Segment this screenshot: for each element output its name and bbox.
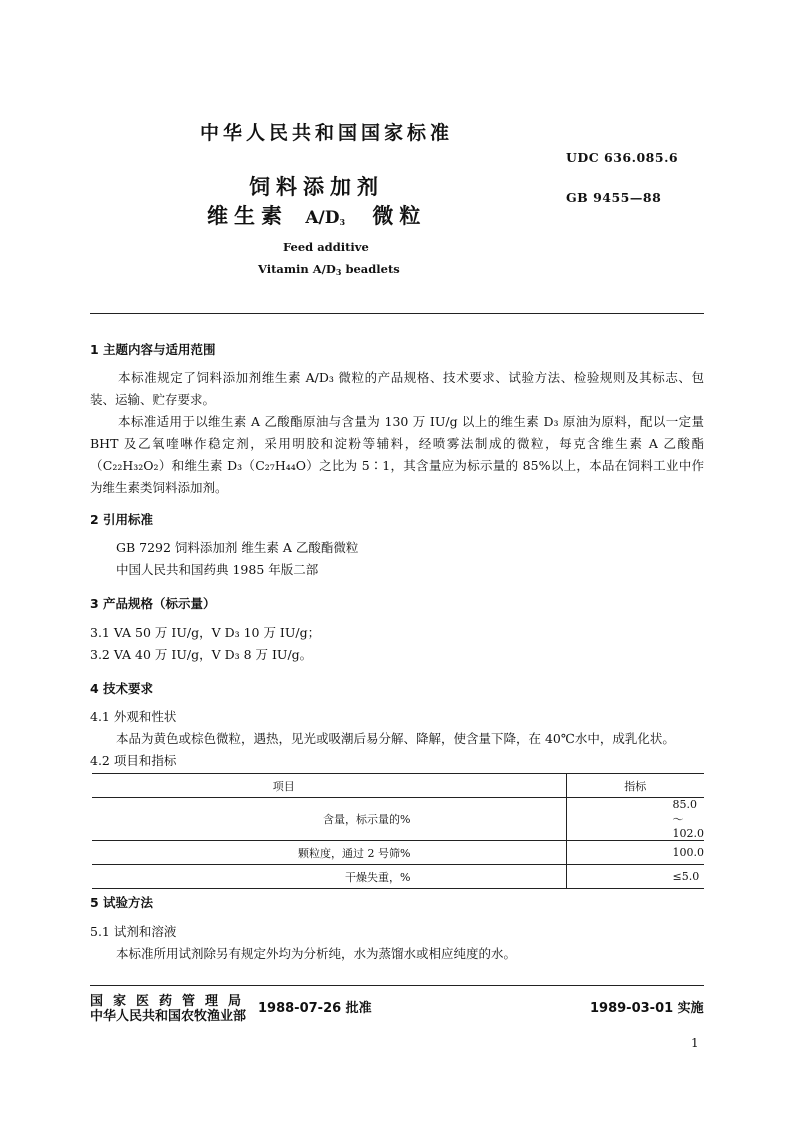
- table-row: [92, 841, 704, 865]
- header-divider: [90, 313, 704, 314]
- section1-heading: 1 主题内容与适用范围: [90, 342, 216, 357]
- spec-item-1: 3.1 VA 50 万 IU/g，V D₃ 10 万 IU/g；: [90, 625, 321, 640]
- approval-date: 1988-07-26 批准: [258, 1001, 372, 1016]
- section4-1-heading: 4.1 外观和性状: [90, 709, 177, 724]
- section5-1-heading: 5.1 试剂和溶液: [90, 924, 177, 939]
- implementation-date: 1989-03-01 实施: [590, 1001, 704, 1016]
- footer-divider: [90, 985, 704, 986]
- section3-heading: 3 产品规格（标示量）: [90, 596, 216, 611]
- table-row: [92, 798, 704, 841]
- title-ad: $A/D_3$: [305, 208, 346, 228]
- title-vitamin: 维生素: [207, 204, 288, 228]
- document-title-line2: [207, 200, 426, 230]
- section5-1-text: 本标准所用试剂除另有规定外均为分析纯，水为蒸馏水或相应纯度的水。: [116, 946, 517, 961]
- reference-1: GB 7292 饲料添加剂 维生素 A 乙酸酯微粒: [116, 540, 359, 555]
- issuing-org-2: 中华人民共和国农牧渔业部: [90, 1009, 247, 1024]
- table-cell-item: 干燥失重，%: [92, 865, 566, 889]
- spec-table: [92, 773, 704, 889]
- table-header-item: 项目: [92, 774, 566, 798]
- title-beadlets: 微粒: [372, 204, 427, 228]
- section2-heading: 2 引用标准: [90, 512, 154, 527]
- english-title-line2: Vitamin $A/D_3$ beadlets: [258, 262, 400, 277]
- document-title-line1: 饲料添加剂: [249, 175, 384, 199]
- table-header-row: [92, 774, 704, 798]
- reference-2: 中国人民共和国药典 1985 年版二部: [116, 562, 319, 577]
- table-header-indicator: 指标: [566, 774, 704, 798]
- section4-2-heading: 4.2 项目和指标: [90, 753, 177, 768]
- udc-code: UDC 636.085.6: [566, 150, 679, 165]
- section1-paragraph2: 本标准适用于以维生素 A 乙酸酯原油与含量为 130 万 IU/g 以上的维生素 D₃ 原油为原料，配以一定量 BHT 及乙氧喹啉作稳定剂，采用明胶和淀粉等辅料，经喷雾法制成的微粒，每克含维生素 A 乙酸酯（C₂₂H₃₂O₂）和维生素 D₃（C₂₇H₄₄O）之比为 5∶1，其含量应为标示量的 85%以上，本品在饲料工业中作为维生素类饲料添加剂。: [90, 414, 704, 495]
- table-cell-item: 含量，标示量的%: [92, 798, 566, 841]
- section4-heading: 4 技术要求: [90, 681, 154, 696]
- spec-item-2: 3.2 VA 40 万 IU/g，V D₃ 8 万 IU/g。: [90, 647, 313, 662]
- table-cell-value: ≤5.0: [566, 865, 704, 889]
- table-cell-value: 85.0～102.0: [566, 798, 704, 841]
- issuing-org-1: 国家医药管理局: [90, 994, 252, 1009]
- table-cell-item: 颗粒度，通过 2 号筛%: [92, 841, 566, 865]
- table-row: [92, 865, 704, 889]
- standard-org-title: 中华人民共和国国家标准: [200, 122, 454, 144]
- section4-1-text: 本品为黄色或棕色微粒，遇热，见光或吸潮后易分解、降解，使含量下降，在 40℃水中，成乳化状。: [116, 731, 675, 746]
- english-title-line1: Feed additive: [283, 240, 369, 254]
- page-number: 1: [691, 1036, 699, 1050]
- table-cell-value: 100.0: [566, 841, 704, 865]
- section1-paragraph1: 本标准规定了饲料添加剂维生素 A/D₃ 微粒的产品规格、技术要求、试验方法、检验规则及其标志、包装、运输、贮存要求。: [90, 370, 704, 407]
- section5-heading: 5 试验方法: [90, 895, 154, 910]
- gb-number: GB 9455—88: [566, 190, 662, 205]
